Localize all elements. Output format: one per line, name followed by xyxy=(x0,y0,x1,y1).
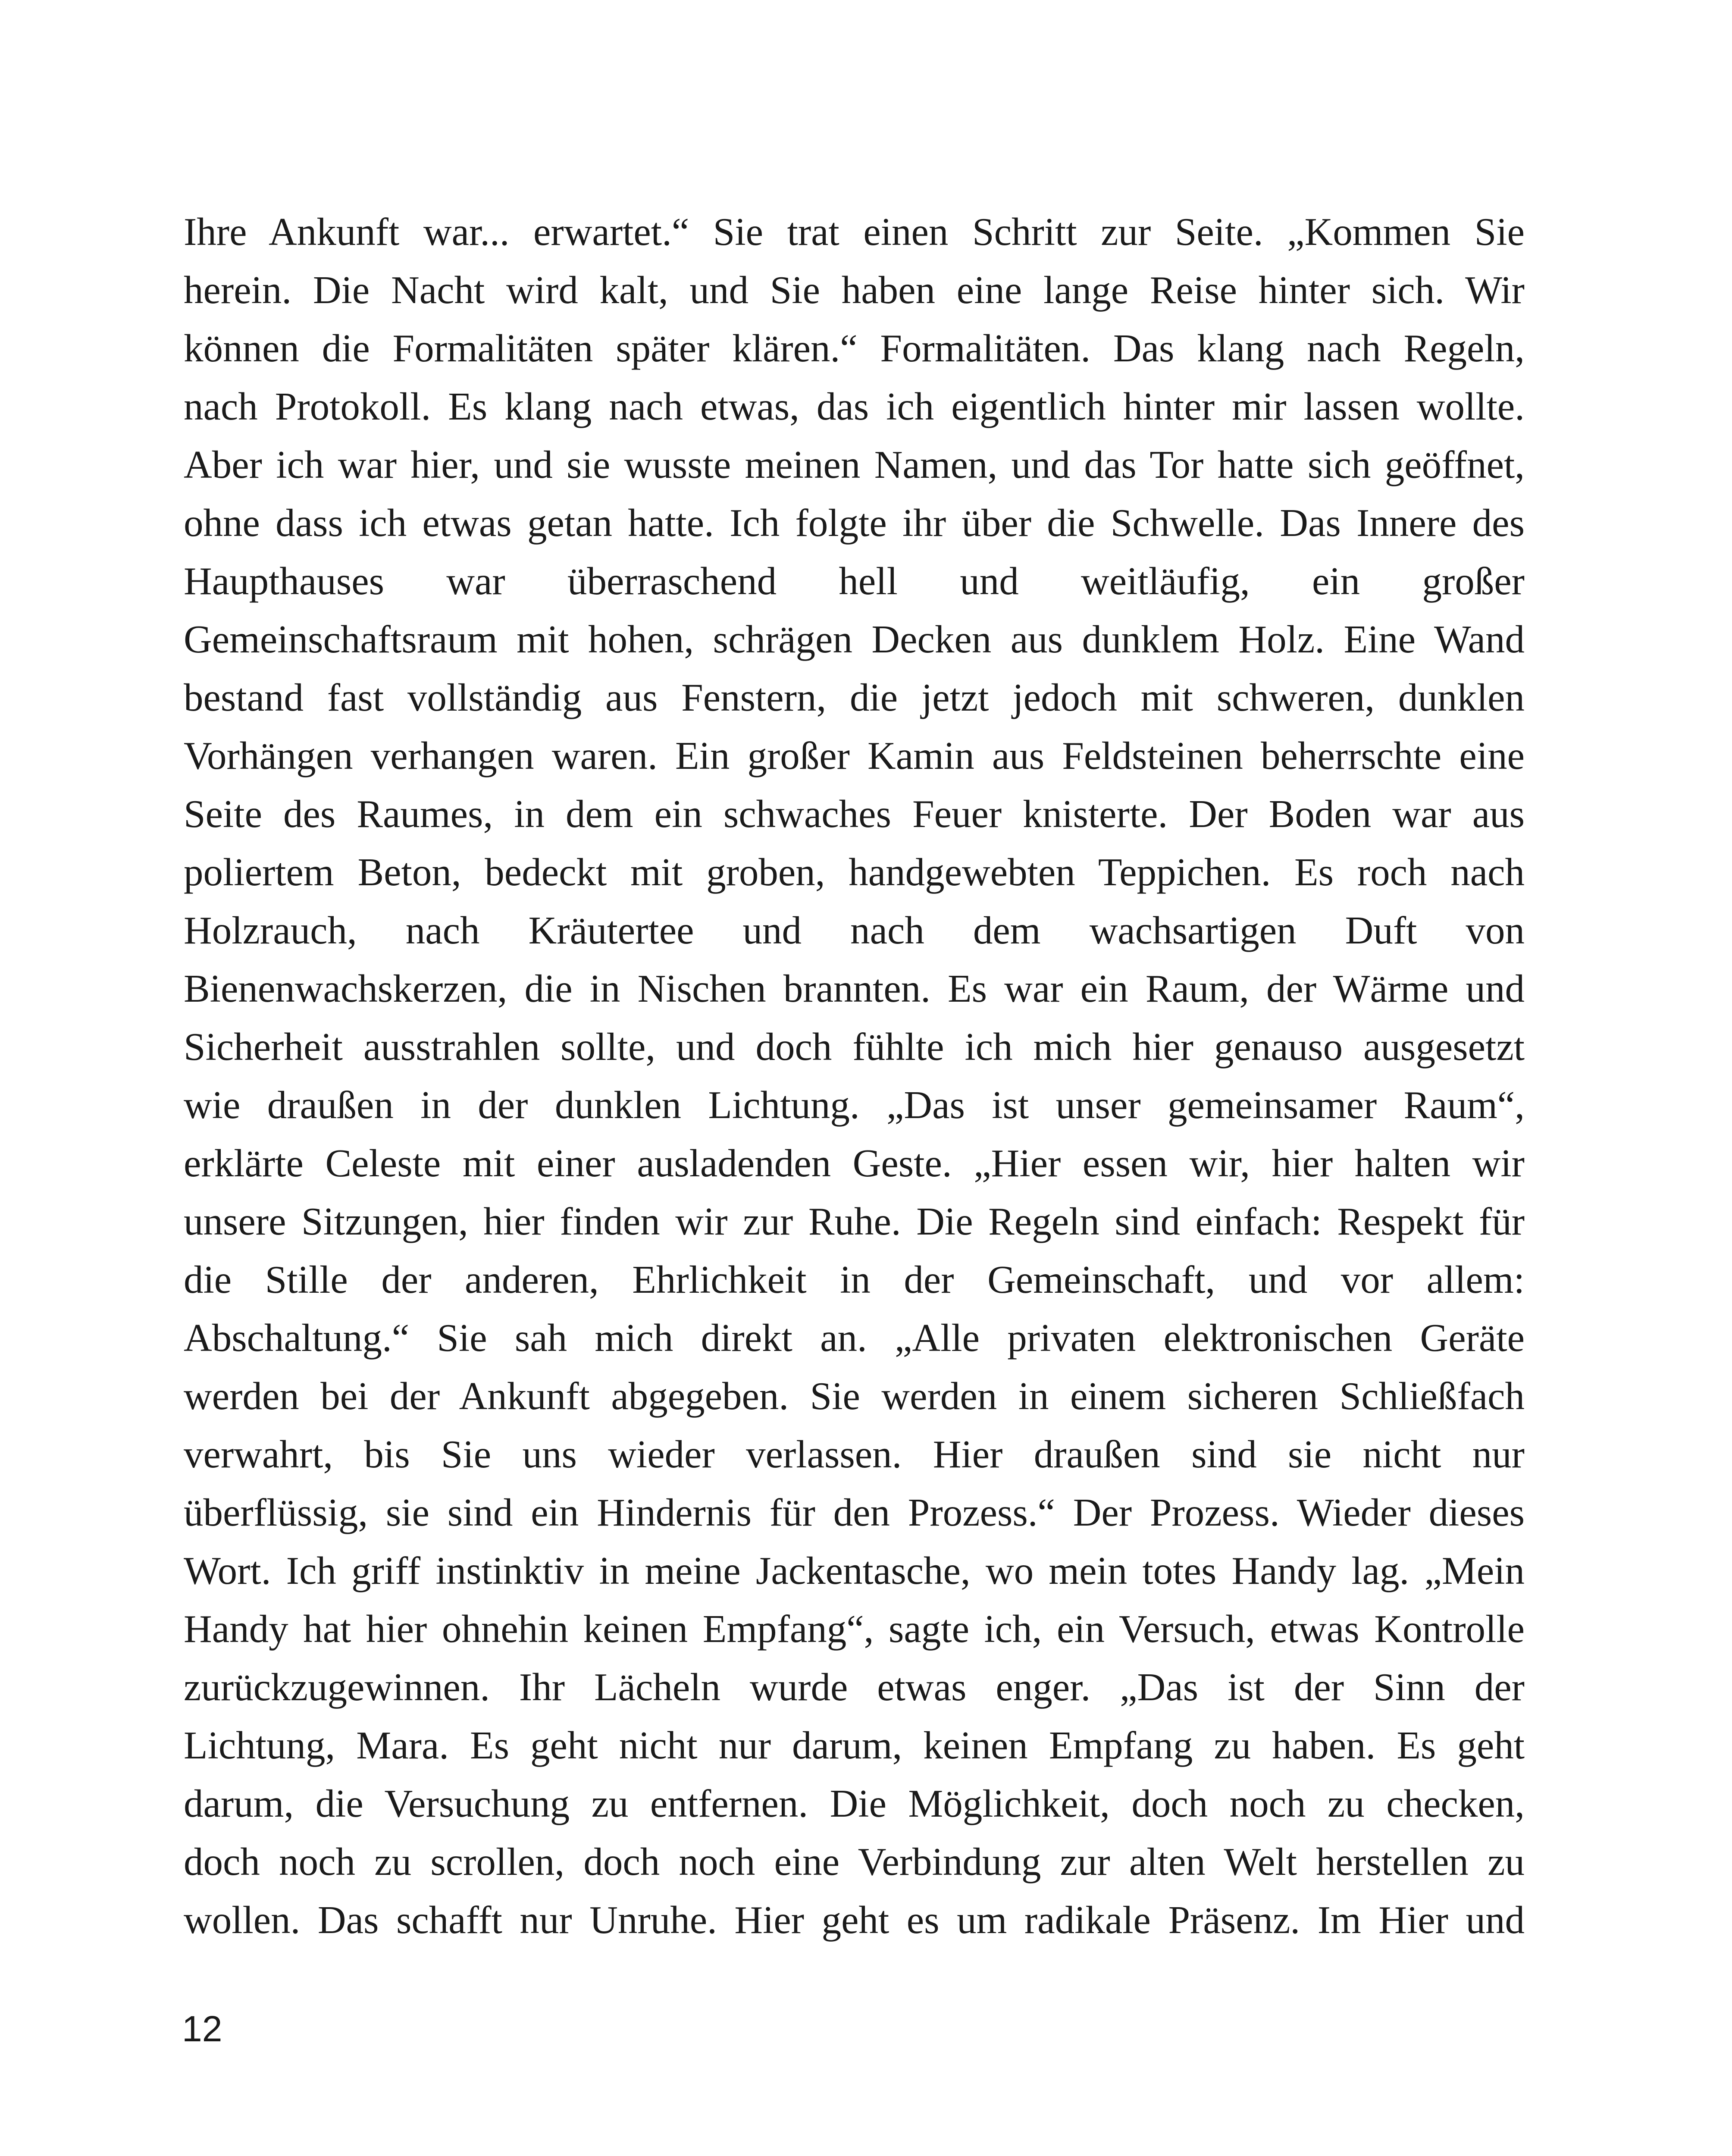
text-line: ohne dass ich etwas getan hatte. Ich folgte ihr über die Schwelle. Das Innere des xyxy=(184,501,1525,545)
text-line: Haupthauses war überraschend hell und weitläufig, ein großer xyxy=(184,559,1525,603)
text-line: erklärte Celeste mit einer ausladenden Geste. „Hier essen wir, hier halten wir xyxy=(184,1141,1525,1185)
body-text xyxy=(184,203,1525,1949)
text-line: poliertem Beton, bedeckt mit groben, handgewebten Teppichen. Es roch nach xyxy=(184,850,1525,894)
text-line: die Stille der anderen, Ehrlichkeit in der Gemeinschaft, und vor allem: xyxy=(184,1258,1525,1301)
text-line: Bienenwachskerzen, die in Nischen brannten. Es war ein Raum, der Wärme und xyxy=(184,967,1525,1010)
text-line: Handy hat hier ohnehin keinen Empfang“, sagte ich, ein Versuch, etwas Kontrolle xyxy=(184,1607,1525,1651)
text-line: Seite des Raumes, in dem ein schwaches Feuer knisterte. Der Boden war aus xyxy=(184,792,1525,836)
text-line: überflüssig, sie sind ein Hindernis für den Prozess.“ Der Prozess. Wieder dieses xyxy=(184,1491,1525,1534)
text-line: Aber ich war hier, und sie wusste meinen Namen, und das Tor hatte sich geöffnet, xyxy=(184,443,1525,486)
text-line: unsere Sitzungen, hier finden wir zur Ruhe. Die Regeln sind einfach: Respekt für xyxy=(184,1200,1525,1243)
page-number: 12 xyxy=(182,2009,222,2049)
text-line: doch noch zu scrollen, doch noch eine Verbindung zur alten Welt herstellen zu xyxy=(184,1840,1525,1883)
text-line: nach Protokoll. Es klang nach etwas, das ich eigentlich hinter mir lassen wollte. xyxy=(184,385,1525,428)
text-line: verwahrt, bis Sie uns wieder verlassen. Hier draußen sind sie nicht nur xyxy=(184,1432,1525,1476)
text-line: Vorhängen verhangen waren. Ein großer Kamin aus Feldsteinen beherrschte eine xyxy=(184,734,1525,777)
text-line: bestand fast vollständig aus Fenstern, die jetzt jedoch mit schweren, dunklen xyxy=(184,676,1525,719)
text-line: Lichtung, Mara. Es geht nicht nur darum, keinen Empfang zu haben. Es geht xyxy=(184,1724,1525,1767)
text-line: Sicherheit ausstrahlen sollte, und doch fühlte ich mich hier genauso ausgesetzt xyxy=(184,1025,1525,1069)
text-line: herein. Die Nacht wird kalt, und Sie haben eine lange Reise hinter sich. Wir xyxy=(184,268,1525,312)
text-line: Abschaltung.“ Sie sah mich direkt an. „Alle privaten elektronischen Geräte xyxy=(184,1316,1525,1360)
text-line: wie draußen in der dunklen Lichtung. „Das ist unser gemeinsamer Raum“, xyxy=(184,1083,1525,1127)
text-line: Wort. Ich griff instinktiv in meine Jackentasche, wo mein totes Handy lag. „Mein xyxy=(184,1549,1525,1592)
text-line: können die Formalitäten später klären.“ Formalitäten. Das klang nach Regeln, xyxy=(184,326,1525,370)
text-line: darum, die Versuchung zu entfernen. Die Möglichkeit, doch noch zu checken, xyxy=(184,1782,1525,1825)
text-line: Ihre Ankunft war... erwartet.“ Sie trat einen Schritt zur Seite. „Kommen Sie xyxy=(184,210,1525,254)
text-line: zurückzugewinnen. Ihr Lächeln wurde etwas enger. „Das ist der Sinn der xyxy=(184,1665,1525,1709)
text-line: Gemeinschaftsraum mit hohen, schrägen Decken aus dunklem Holz. Eine Wand xyxy=(184,617,1525,661)
text-line: Holzrauch, nach Kräutertee und nach dem wachsartigen Duft von xyxy=(184,909,1525,952)
text-line: wollen. Das schafft nur Unruhe. Hier geht es um radikale Präsenz. Im Hier und xyxy=(184,1898,1525,1942)
text-line: werden bei der Ankunft abgegeben. Sie werden in einem sicheren Schließfach xyxy=(184,1374,1525,1418)
